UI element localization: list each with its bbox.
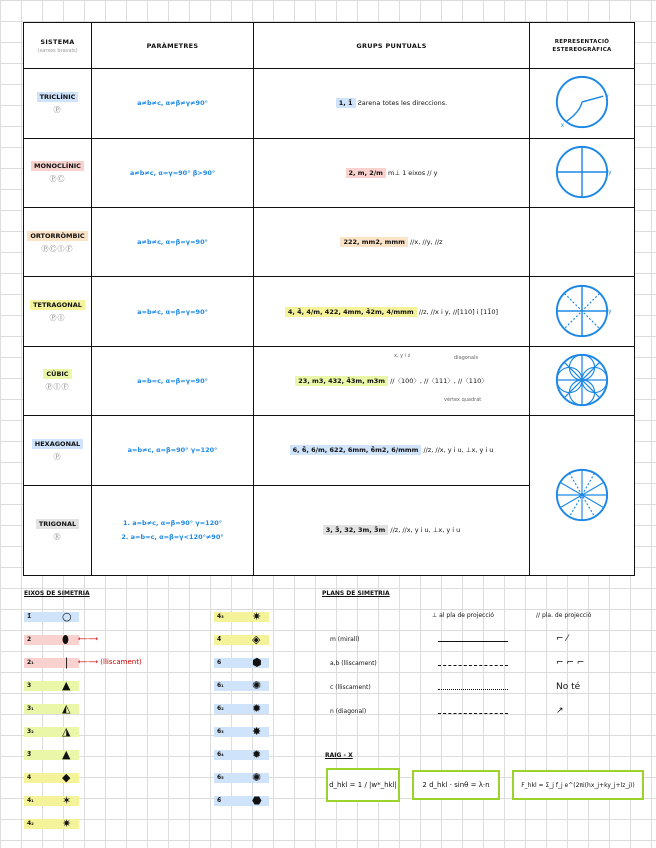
axis-left-label: 3 [24, 681, 79, 691]
svg-text:y: y [608, 169, 612, 176]
axis-right-label: 6₅ [214, 773, 269, 783]
axis-left-label: 3₁ [24, 704, 79, 714]
axis-left-symbol-icon: ✶ [62, 794, 72, 807]
svg-text:x: x [560, 123, 565, 130]
plane-label: m (mirall) [330, 636, 360, 643]
axis-left-label: 4₂ [24, 819, 79, 829]
row-trigonal-groups: 3, 3̄, 32, 3m, 3̄m //z, //x, y i u, ⊥x, y i u [254, 485, 530, 576]
axis-left-symbol-icon: ❘ [62, 656, 72, 669]
axis-right-symbol-icon: ✺ [252, 679, 262, 692]
row-cubic-groups: x, y i z diagonals 23, m3, 432, 4̄3m, m3m //〈100〉, //〈111〉, //〈110〉 vèrtex quadrat [254, 346, 530, 415]
row-cubic-system: CÚBIC ⓅⒾⒻ [24, 346, 92, 415]
axis-right-symbol-icon: ⬣ [252, 794, 262, 807]
axis-left-symbol-icon: ○ [62, 610, 72, 623]
cubic-annotation-vertex: vèrtex quadrat [444, 396, 482, 403]
stereo-monoclinic-icon [553, 143, 611, 201]
axis-right-symbol-icon: ✺ [252, 771, 262, 784]
plane-label: a,b (lliscament) [330, 660, 377, 667]
axis-left-symbol-icon: ✷ [62, 817, 72, 830]
plane-line [438, 713, 508, 714]
plane-line [438, 665, 508, 666]
row-trigonal-params: 1. a=b≠c, α=β=90° γ=120° 2. a=b=c, α=β=γ<120°≠90° [92, 485, 254, 576]
axis-right-symbol-icon: ◈ [252, 633, 261, 646]
cubic-annotation-xyz: x, y i z [394, 352, 411, 359]
axis-right-label: 4̄ [214, 635, 269, 645]
row-orthorhombic-groups: 222, mm2, mmm //x, //y, //z [254, 208, 530, 277]
axis-right-label: 6₂ [214, 704, 269, 714]
stereo-hexagonal-icon [553, 466, 611, 524]
header-params: PARÀMETRES [92, 23, 254, 69]
stereo-triclinic-icon [553, 73, 611, 131]
row-cubic-params: a=b=c, α=β=γ=90° [92, 346, 254, 415]
axis-left-label: 2 [24, 635, 79, 645]
plane-label: c (lliscament) [330, 684, 371, 691]
axis-right-label: 6̄ [214, 796, 269, 806]
axis-left-label: 4₁ [24, 796, 79, 806]
axis-right-label: 6 [214, 658, 269, 668]
row-orthorhombic-params: a≠b≠c, α=β=γ=90° [92, 208, 254, 277]
axis-left-symbol-icon: ◭ [62, 702, 71, 715]
stereo-cubic-icon [553, 351, 611, 409]
axis-left-label: 4 [24, 773, 79, 783]
row-hexagonal-groups: 6, 6̄, 6/m, 622, 6mm, 6̄m2, 6/mmm //z, //x, y i u, ⊥x, y i u [254, 416, 530, 485]
axis-right-symbol-icon: ✷ [252, 610, 262, 623]
row-trigonal-system: TRIGONAL Ⓡ [24, 485, 92, 576]
axis-left-symbol-icon: ▲ [62, 679, 71, 692]
row-monoclinic-system: MONOCLÍNIC ⓅⒸ [24, 138, 92, 207]
header-stereo: REPRESENTACIÓ ESTEREOGRÀFICA [530, 23, 635, 69]
plane-line [438, 641, 508, 642]
axis-left-symbol-icon: ◮ [62, 725, 71, 738]
stereo-tetragonal-icon [553, 282, 611, 340]
axis-left-extra: ⟵⟶ (lliscament) [78, 658, 142, 666]
row-tetragonal-params: a=b≠c, α=β=γ=90° [92, 277, 254, 346]
svg-text:y: y [608, 308, 612, 315]
axis-left-extra: ⟵⟶ [78, 635, 99, 643]
axis-left-label: 3₂ [24, 727, 79, 737]
axis-right-symbol-icon: ✹ [252, 748, 262, 761]
row-tetragonal-system: TETRAGONAL ⓅⒾ [24, 277, 92, 346]
stereo-tetragonal [530, 277, 635, 346]
row-orthorhombic-system: ORTORRÒMBIC ⓅⒸⒾⒻ [24, 208, 92, 277]
header-system: SISTEMA (xarxes bravais) [24, 23, 92, 69]
stereo-monoclinic [530, 138, 635, 207]
axis-left-label: 2₁ [24, 658, 79, 668]
row-triclinic-system: TRICLÍNIC Ⓟ [24, 69, 92, 138]
cubic-annotation-diagonals: diagonals [454, 354, 479, 361]
plane-label: n (diagonal) [330, 708, 367, 715]
axis-left-label: 1̄ [24, 612, 79, 622]
crystal-systems-table [23, 22, 635, 576]
axis-right-symbol-icon: ✹ [252, 702, 262, 715]
axis-left-symbol-icon: ◆ [62, 771, 71, 784]
row-tetragonal-groups: 4, 4̄, 4/m, 422, 4mm, 4̄2m, 4/mmm //z, //x i y, //[110] i [11̄0] [254, 277, 530, 346]
plane-line [438, 689, 508, 690]
formula-structure-factor: F_hkl = Σ_j f_j e^(2πi(hx_j+ky_j+lz_j)) [512, 770, 644, 800]
axes-title: EIXOS DE SIMETRIA [24, 590, 90, 597]
planes-title: PLANS DE SIMETRIA [322, 590, 390, 597]
axis-right-label: 4₃ [214, 612, 269, 622]
plane-parallel-symbol: ⌐ ⁄ [556, 634, 568, 644]
stereo-hexagonal [530, 416, 635, 576]
axis-right-symbol-icon: ⬢ [252, 656, 262, 669]
svg-text:y: y [605, 94, 609, 101]
axis-right-label: 6₃ [214, 727, 269, 737]
stereo-orthorhombic-empty [530, 208, 635, 277]
stereo-cubic [530, 346, 635, 415]
axis-right-label: 6₄ [214, 750, 269, 760]
planes-col-perp: ⊥ al pla de projecció [432, 612, 494, 619]
row-hexagonal-params: a=b≠c, α=β=90° γ=120° [92, 416, 254, 485]
row-monoclinic-groups: 2, m, 2/m m⊥ 1 eixos // y [254, 138, 530, 207]
stereo-triclinic [530, 69, 635, 138]
plane-parallel-symbol: No té [556, 682, 581, 692]
row-triclinic-groups: 1, 1̄ Ƨarena totes les direccions. [254, 69, 530, 138]
row-triclinic-params: a≠b≠c, α≠β≠γ≠90° [92, 69, 254, 138]
plane-parallel-symbol: ⌐ ⌐ ⌐ [556, 658, 585, 668]
axis-left-symbol-icon: ▲ [62, 748, 71, 761]
planes-col-parallel: // pla. de projecció [536, 612, 592, 619]
formula-dhkl: d_hkl = 1 / |w*_hkl| [326, 768, 400, 802]
axis-right-symbol-icon: ✸ [252, 725, 262, 738]
row-monoclinic-params: a≠b≠c, α=γ=90° β>90° [92, 138, 254, 207]
axis-left-symbol-icon: ⬮ [62, 633, 69, 646]
xray-title: RAIG - X [325, 752, 353, 759]
axis-left-label: 3̄ [24, 750, 79, 760]
formula-bragg: 2 d_hkl · sinθ = λ·n [412, 770, 500, 800]
axis-right-label: 6₁ [214, 681, 269, 691]
plane-parallel-symbol: ↗ [556, 706, 564, 716]
header-groups: GRUPS PUNTUALS [254, 23, 530, 69]
row-hexagonal-system: HEXAGONAL Ⓟ [24, 416, 92, 485]
